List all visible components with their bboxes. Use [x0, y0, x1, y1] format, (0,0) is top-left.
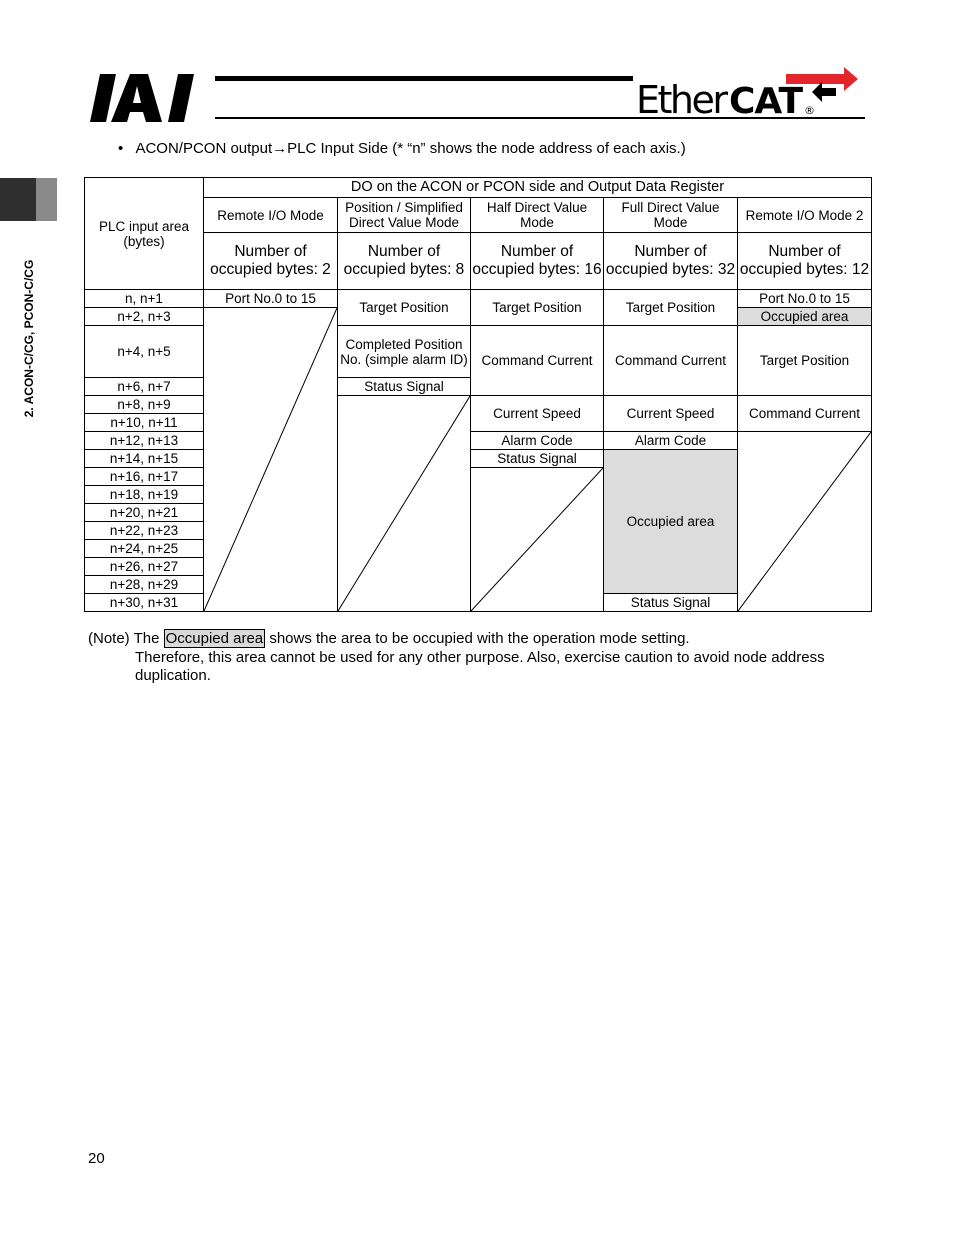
chapter-tab-light: [36, 178, 57, 221]
svg-text:®: ®: [804, 104, 815, 117]
occupied-bytes: Number of occupied bytes: 2: [204, 233, 338, 290]
address-cell: n+4, n+5: [85, 326, 204, 378]
occupied-bytes: Number of occupied bytes: 32: [604, 233, 738, 290]
pos-target-position: Target Position: [338, 290, 471, 326]
note-line2: Therefore, this area cannot be used for any other purpose. Also, exercise caution to avoid node address duplication.: [135, 648, 825, 684]
r2-command-current: Command Current: [738, 396, 872, 432]
occupied-area-badge: Occupied area: [165, 630, 264, 647]
full-command-current: Command Current: [604, 326, 738, 396]
address-cell: n+8, n+9: [85, 396, 204, 414]
address-cell: n+28, n+29: [85, 576, 204, 594]
address-cell: n+30, n+31: [85, 594, 204, 612]
chapter-tab-dark: [0, 178, 36, 221]
pos-status-signal: Status Signal: [338, 378, 471, 396]
io-mapping-table: [84, 177, 872, 612]
page-number: 20: [88, 1150, 105, 1167]
svg-text:CAT: CAT: [729, 81, 803, 118]
remote-io-cell: Port No.0 to 15: [204, 290, 338, 308]
unused-cell-diagonal: [204, 308, 338, 612]
address-cell: n+14, n+15: [85, 450, 204, 468]
occupied-bytes: Number of occupied bytes: 12: [738, 233, 872, 290]
address-cell: n+6, n+7: [85, 378, 204, 396]
address-cell: n+26, n+27: [85, 558, 204, 576]
address-cell: n+12, n+13: [85, 432, 204, 450]
bullet-symbol: •: [118, 140, 124, 157]
half-target-position: Target Position: [471, 290, 604, 326]
r2-port: Port No.0 to 15: [738, 290, 872, 308]
address-cell: n+10, n+11: [85, 414, 204, 432]
full-alarm-code: Alarm Code: [604, 432, 738, 450]
mode-header: Position / Simplified Direct Value Mode: [338, 198, 471, 233]
intro-line: [118, 140, 686, 157]
svg-text:Ether: Ether: [636, 78, 728, 118]
mode-header: Full Direct Value Mode: [604, 198, 738, 233]
address-cell: n+16, n+17: [85, 468, 204, 486]
plc-input-area-header: PLC input area (bytes): [85, 178, 204, 290]
unused-cell-diagonal: [738, 432, 872, 612]
ethercat-logo: [636, 66, 866, 118]
half-status-signal: Status Signal: [471, 450, 604, 468]
r2-occupied-area: Occupied area: [738, 308, 872, 326]
occupied-bytes: Number of occupied bytes: 16: [471, 233, 604, 290]
chapter-side-label-text: 2. ACON-C/CG, PCON-C/CG: [22, 259, 36, 418]
address-cell: n+22, n+23: [85, 522, 204, 540]
chapter-side-label: [18, 236, 40, 441]
mode-header: Remote I/O Mode 2: [738, 198, 872, 233]
unused-cell-diagonal: [471, 468, 604, 612]
pos-completed-position: Completed Position No. (simple alarm ID): [338, 326, 471, 378]
note-prefix: (Note) The: [88, 630, 160, 647]
address-cell: n, n+1: [85, 290, 204, 308]
intro-text: ACON/PCON output→PLC Input Side (* “n” shows the node address of each axis.): [135, 140, 686, 157]
half-command-current: Command Current: [471, 326, 604, 396]
full-current-speed: Current Speed: [604, 396, 738, 432]
address-cell: n+20, n+21: [85, 504, 204, 522]
do-output-group-header: DO on the ACON or PCON side and Output Data Register: [204, 178, 872, 198]
iai-logo: [86, 70, 210, 126]
half-current-speed: Current Speed: [471, 396, 604, 432]
half-alarm-code: Alarm Code: [471, 432, 604, 450]
header-rule-thick: [215, 76, 633, 81]
mode-header: Remote I/O Mode: [204, 198, 338, 233]
unused-cell-diagonal: [338, 396, 471, 612]
mode-header: Half Direct Value Mode: [471, 198, 604, 233]
address-cell: n+2, n+3: [85, 308, 204, 326]
mapping-table: [84, 177, 872, 612]
address-cell: n+24, n+25: [85, 540, 204, 558]
occupied-bytes: Number of occupied bytes: 8: [338, 233, 471, 290]
note-line1: shows the area to be occupied with the operation mode setting.: [269, 630, 690, 647]
full-target-position: Target Position: [604, 290, 738, 326]
r2-target-position: Target Position: [738, 326, 872, 396]
full-occupied-area: Occupied area: [604, 450, 738, 594]
note-block: [88, 630, 855, 686]
full-status-signal: Status Signal: [604, 594, 738, 612]
address-cell: n+18, n+19: [85, 486, 204, 504]
